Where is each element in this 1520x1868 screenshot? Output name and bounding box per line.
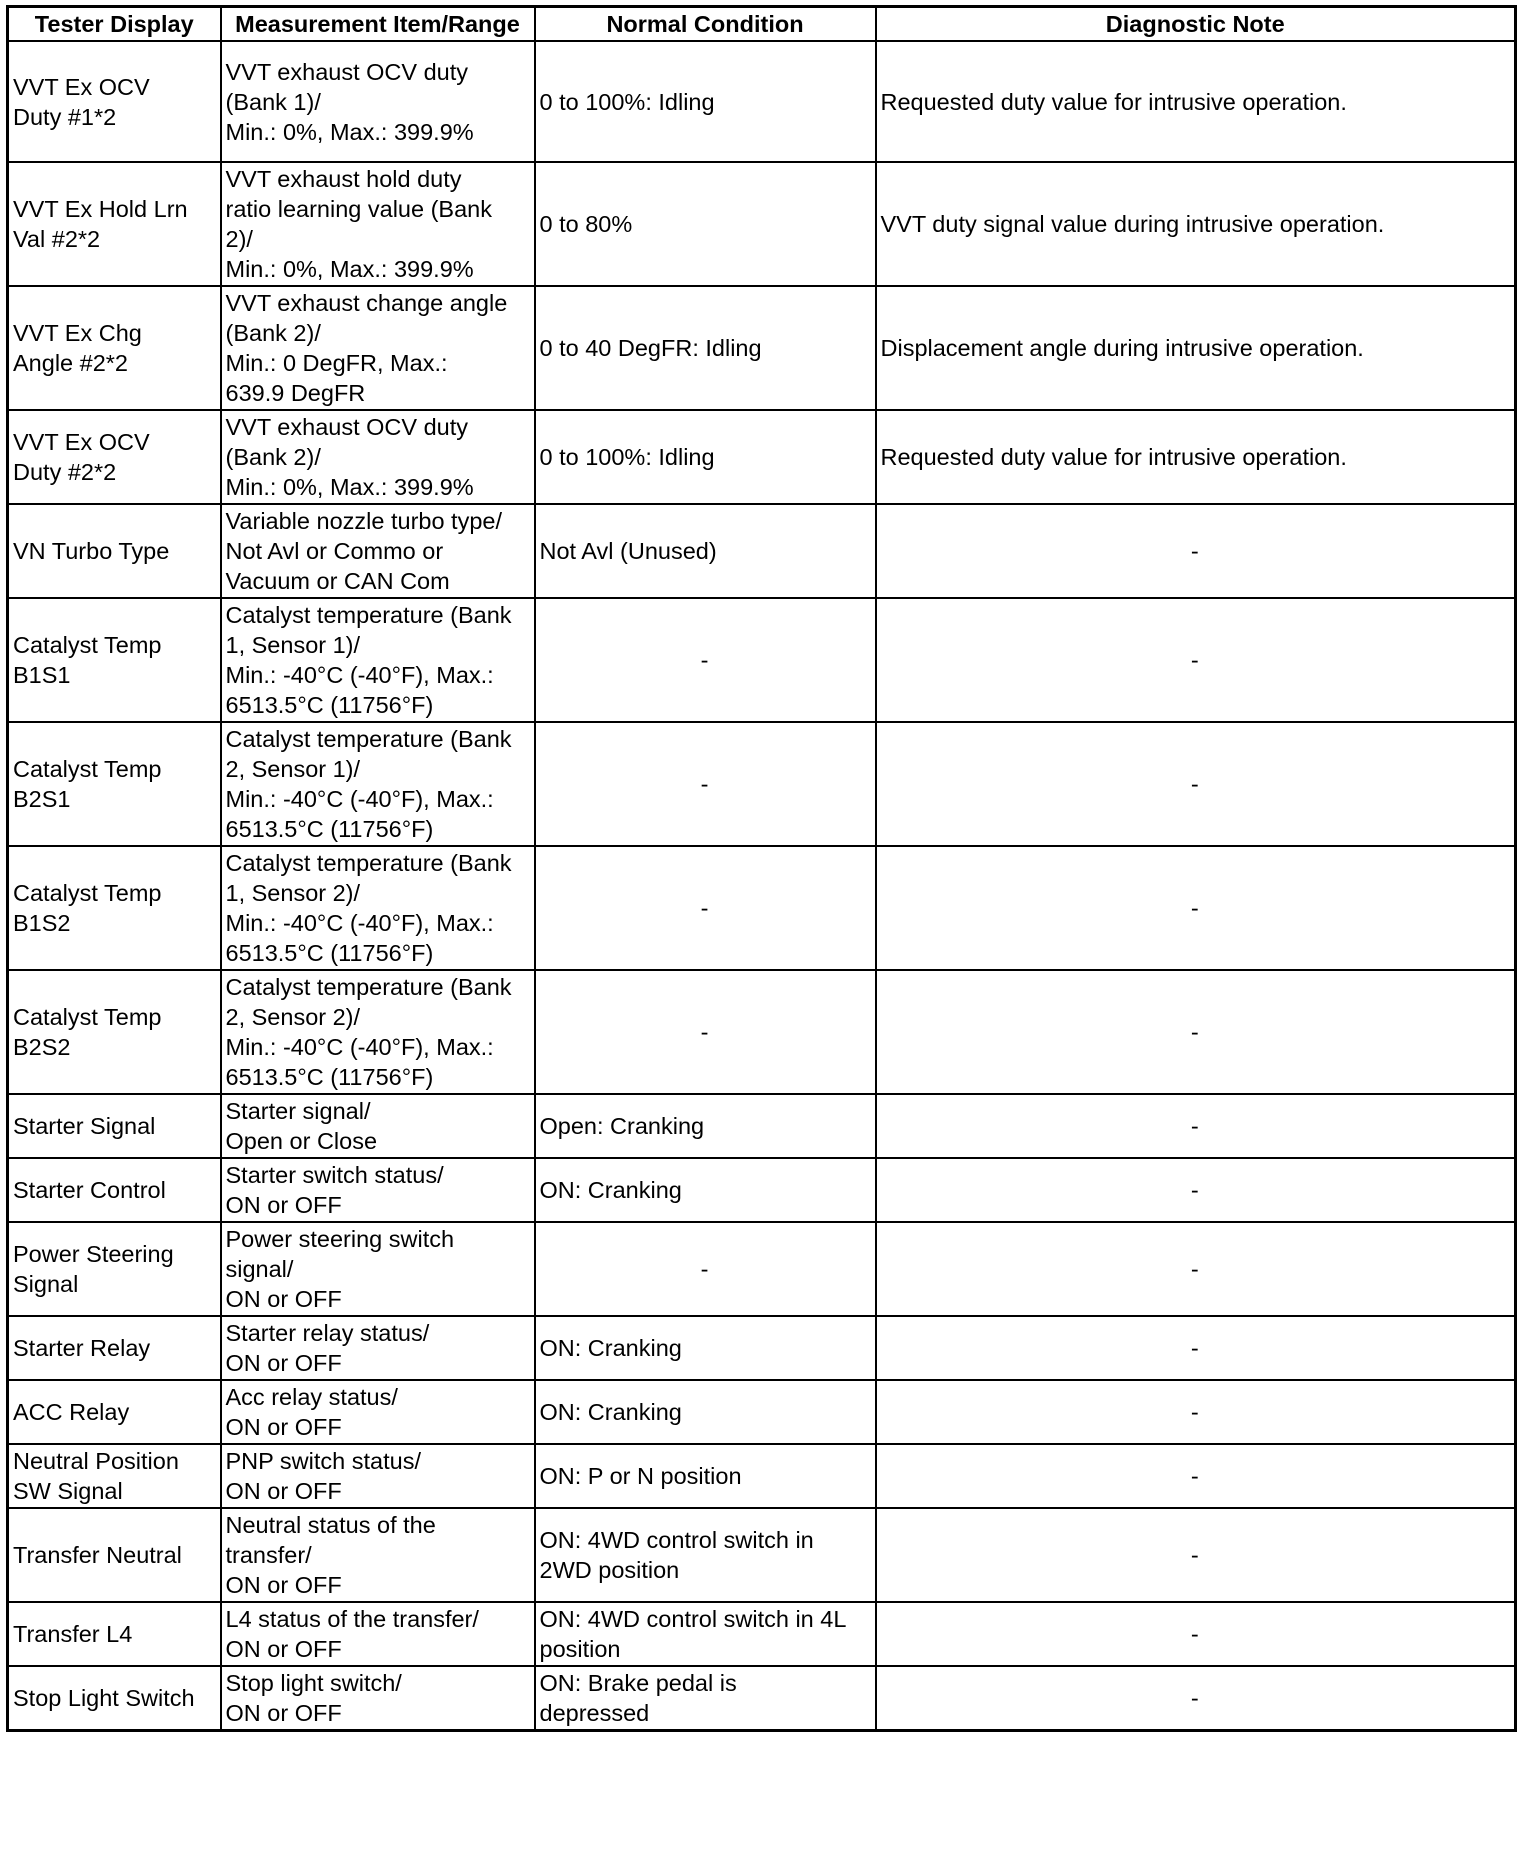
- cell-tester-display: Neutral Position SW Signal: [8, 1444, 221, 1508]
- cell-normal-condition: ON: P or N position: [535, 1444, 876, 1508]
- table-row: [8, 1094, 1516, 1158]
- cell-normal-condition: 0 to 40 DegFR: Idling: [535, 286, 876, 410]
- cell-measurement-item: VVT exhaust OCV duty (Bank 1)/ Min.: 0%, Max.: 399.9%: [221, 41, 535, 162]
- table-row: [8, 162, 1516, 286]
- cell-normal-condition: 0 to 80%: [535, 162, 876, 286]
- cell-tester-display: Transfer Neutral: [8, 1508, 221, 1602]
- cell-diagnostic-note: -: [876, 1444, 1516, 1508]
- cell-measurement-item: Starter switch status/ ON or OFF: [221, 1158, 535, 1222]
- table-row: [8, 286, 1516, 410]
- table-row: [8, 722, 1516, 846]
- table-row: [8, 1158, 1516, 1222]
- cell-diagnostic-note: -: [876, 504, 1516, 598]
- cell-diagnostic-note: -: [876, 722, 1516, 846]
- cell-diagnostic-note: -: [876, 846, 1516, 970]
- cell-diagnostic-note: -: [876, 1222, 1516, 1316]
- cell-measurement-item: Catalyst temperature (Bank 1, Sensor 1)/ Min.: -40°C (-40°F), Max.: 6513.5°C (11756°F): [221, 598, 535, 722]
- cell-tester-display: ACC Relay: [8, 1380, 221, 1444]
- table-row: [8, 1380, 1516, 1444]
- table-row: [8, 1602, 1516, 1666]
- table-row: [8, 1222, 1516, 1316]
- cell-normal-condition: -: [535, 598, 876, 722]
- cell-measurement-item: Power steering switch signal/ ON or OFF: [221, 1222, 535, 1316]
- cell-tester-display: VVT Ex OCV Duty #2*2: [8, 410, 221, 504]
- table-row: [8, 1666, 1516, 1731]
- cell-diagnostic-note: -: [876, 1316, 1516, 1380]
- header-diagnostic-note: Diagnostic Note: [876, 7, 1516, 42]
- cell-measurement-item: Starter relay status/ ON or OFF: [221, 1316, 535, 1380]
- cell-tester-display: Catalyst Temp B2S2: [8, 970, 221, 1094]
- cell-tester-display: Starter Relay: [8, 1316, 221, 1380]
- cell-diagnostic-note: -: [876, 1158, 1516, 1222]
- cell-measurement-item: Catalyst temperature (Bank 1, Sensor 2)/ Min.: -40°C (-40°F), Max.: 6513.5°C (11756°F): [221, 846, 535, 970]
- data-list-document: [6, 5, 1517, 1732]
- cell-measurement-item: Variable nozzle turbo type/ Not Avl or Commo or Vacuum or CAN Com: [221, 504, 535, 598]
- cell-measurement-item: Starter signal/ Open or Close: [221, 1094, 535, 1158]
- cell-diagnostic-note: Displacement angle during intrusive operation.: [876, 286, 1516, 410]
- cell-diagnostic-note: -: [876, 970, 1516, 1094]
- cell-normal-condition: -: [535, 970, 876, 1094]
- table-row: [8, 1508, 1516, 1602]
- table-row: [8, 1444, 1516, 1508]
- cell-normal-condition: 0 to 100%: Idling: [535, 410, 876, 504]
- cell-diagnostic-note: -: [876, 1602, 1516, 1666]
- cell-measurement-item: Catalyst temperature (Bank 2, Sensor 1)/ Min.: -40°C (-40°F), Max.: 6513.5°C (11756°F): [221, 722, 535, 846]
- cell-diagnostic-note: Requested duty value for intrusive operation.: [876, 41, 1516, 162]
- cell-tester-display: VN Turbo Type: [8, 504, 221, 598]
- cell-measurement-item: Stop light switch/ ON or OFF: [221, 1666, 535, 1731]
- cell-tester-display: VVT Ex OCV Duty #1*2: [8, 41, 221, 162]
- cell-measurement-item: Neutral status of the transfer/ ON or OFF: [221, 1508, 535, 1602]
- cell-normal-condition: -: [535, 846, 876, 970]
- cell-tester-display: VVT Ex Hold Lrn Val #2*2: [8, 162, 221, 286]
- cell-normal-condition: Open: Cranking: [535, 1094, 876, 1158]
- cell-tester-display: Catalyst Temp B1S2: [8, 846, 221, 970]
- table-row: [8, 1316, 1516, 1380]
- cell-tester-display: Transfer L4: [8, 1602, 221, 1666]
- cell-measurement-item: VVT exhaust OCV duty (Bank 2)/ Min.: 0%, Max.: 399.9%: [221, 410, 535, 504]
- cell-diagnostic-note: Requested duty value for intrusive operation.: [876, 410, 1516, 504]
- cell-diagnostic-note: -: [876, 1508, 1516, 1602]
- cell-tester-display: Catalyst Temp B2S1: [8, 722, 221, 846]
- cell-normal-condition: -: [535, 1222, 876, 1316]
- table-row: [8, 41, 1516, 162]
- cell-tester-display: Starter Control: [8, 1158, 221, 1222]
- header-tester-display: Tester Display: [8, 7, 221, 42]
- table-row: [8, 410, 1516, 504]
- cell-measurement-item: L4 status of the transfer/ ON or OFF: [221, 1602, 535, 1666]
- table-row: [8, 970, 1516, 1094]
- cell-normal-condition: ON: Cranking: [535, 1380, 876, 1444]
- cell-measurement-item: PNP switch status/ ON or OFF: [221, 1444, 535, 1508]
- cell-normal-condition: -: [535, 722, 876, 846]
- cell-normal-condition: ON: Cranking: [535, 1316, 876, 1380]
- header-measurement-item: Measurement Item/Range: [221, 7, 535, 42]
- cell-measurement-item: VVT exhaust change angle (Bank 2)/ Min.: 0 DegFR, Max.: 639.9 DegFR: [221, 286, 535, 410]
- cell-tester-display: Stop Light Switch: [8, 1666, 221, 1731]
- table-row: [8, 598, 1516, 722]
- cell-normal-condition: ON: 4WD control switch in 4L position: [535, 1602, 876, 1666]
- cell-tester-display: Power Steering Signal: [8, 1222, 221, 1316]
- cell-diagnostic-note: -: [876, 1666, 1516, 1731]
- cell-tester-display: Starter Signal: [8, 1094, 221, 1158]
- header-row: [8, 7, 1516, 42]
- cell-normal-condition: 0 to 100%: Idling: [535, 41, 876, 162]
- cell-normal-condition: Not Avl (Unused): [535, 504, 876, 598]
- cell-diagnostic-note: -: [876, 598, 1516, 722]
- cell-normal-condition: ON: Cranking: [535, 1158, 876, 1222]
- table-row: [8, 846, 1516, 970]
- cell-measurement-item: Catalyst temperature (Bank 2, Sensor 2)/ Min.: -40°C (-40°F), Max.: 6513.5°C (11756°F): [221, 970, 535, 1094]
- data-list-table: [6, 5, 1517, 1732]
- cell-tester-display: Catalyst Temp B1S1: [8, 598, 221, 722]
- cell-diagnostic-note: -: [876, 1380, 1516, 1444]
- cell-diagnostic-note: -: [876, 1094, 1516, 1158]
- cell-measurement-item: Acc relay status/ ON or OFF: [221, 1380, 535, 1444]
- cell-tester-display: VVT Ex Chg Angle #2*2: [8, 286, 221, 410]
- cell-normal-condition: ON: 4WD control switch in 2WD position: [535, 1508, 876, 1602]
- cell-measurement-item: VVT exhaust hold duty ratio learning value (Bank 2)/ Min.: 0%, Max.: 399.9%: [221, 162, 535, 286]
- table-row: [8, 504, 1516, 598]
- header-normal-condition: Normal Condition: [535, 7, 876, 42]
- cell-diagnostic-note: VVT duty signal value during intrusive operation.: [876, 162, 1516, 286]
- cell-normal-condition: ON: Brake pedal is depressed: [535, 1666, 876, 1731]
